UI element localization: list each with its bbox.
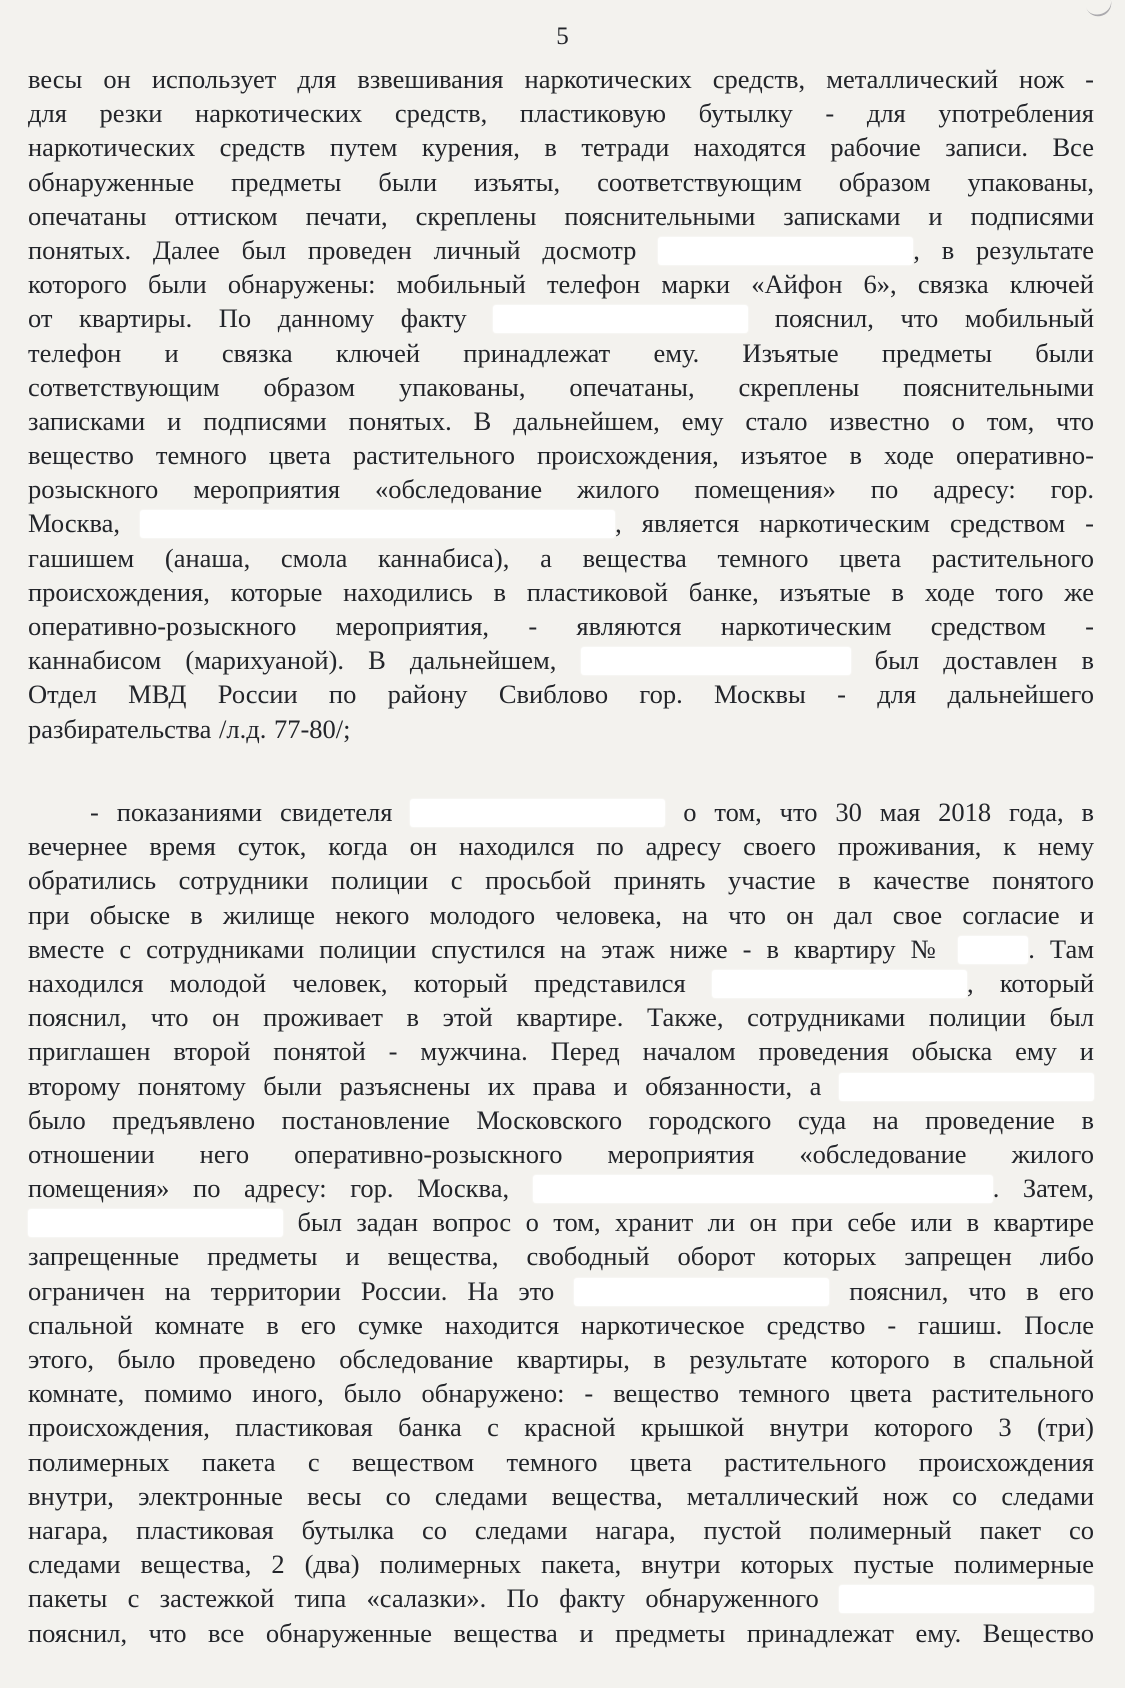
text-segment: о том, что 30 мая 2018 года, в — [683, 797, 1095, 827]
text-segment: ограничен на территории России. На это — [28, 1275, 555, 1306]
text-line: которого были обнаружены: мобильный телефон марки «Айфон 6», связка ключей — [28, 269, 1094, 300]
text-line: приглашен второй понятой - мужчина. Перед началом проведения обыска ему и — [28, 1036, 1094, 1067]
text-line: вещество темного цвета растительного происхождения, изъятое в ходе оперативно- — [28, 440, 1094, 471]
text-line — [28, 1274, 1094, 1308]
text-segment: , который — [966, 967, 1094, 998]
text-segment: пояснил, что в его — [849, 1275, 1094, 1306]
text-line: при обыске в жилище некого молодого человека, на что он дал свое согласие и — [28, 899, 1094, 930]
redaction-box — [574, 1278, 829, 1306]
text-segment: . Там — [1028, 933, 1094, 964]
text-segment: , является наркотическим средством - — [615, 508, 1095, 539]
text-line — [28, 506, 1094, 540]
text-line: наркотических средств путем курения, в тетради находятся рабочие записи. Все — [28, 132, 1094, 163]
text-line — [28, 932, 1094, 966]
text-line: отношении него оперативно-розыскного мероприятия «обследование жилого — [28, 1138, 1094, 1169]
text-line: разбирательства /л.д. 77-80/; — [28, 713, 351, 744]
redaction-box — [712, 970, 967, 998]
text-line: обнаруженные предметы были изъяты, соответствующим образом упакованы, — [28, 166, 1094, 197]
redaction-box — [839, 1585, 1094, 1613]
redaction-box — [410, 799, 665, 827]
text-line: гашишем (анаша, смола каннабиса), а вещества темного цвета растительного — [28, 542, 1094, 573]
paragraph-1 — [28, 62, 1094, 746]
text-line: комнате, помимо иного, было обнаружено: - вещество темного цвета растительного — [28, 1378, 1094, 1409]
redaction-box — [581, 647, 851, 675]
text-line: следами вещества, 2 (два) полимерных пакета, внутри которых пустые полимерные — [28, 1549, 1094, 1580]
text-segment: был доставлен в — [874, 645, 1095, 676]
redaction-box — [839, 1073, 1094, 1101]
text-segment: был задан вопрос о том, хранит ли он при себе или в квартире — [297, 1207, 1095, 1238]
text-line: запрещенные предметы и вещества, свободный оборот которых запрещен либо — [28, 1241, 1094, 1272]
redaction-box — [493, 305, 748, 333]
text-line: весы он использует для взвешивания наркотических средств, металлический нож - — [28, 64, 1094, 94]
text-segment: второму понятому были разъяснены их права и обязанности, а — [28, 1070, 822, 1101]
text-segment: помещения» по адресу: гор. Москва, — [28, 1173, 510, 1204]
text-line: вечернее время суток, когда он находился по адресу своего проживания, к нему — [28, 831, 1094, 862]
redaction-box — [958, 936, 1028, 964]
text-line — [28, 643, 1094, 677]
text-segment: - показаниями свидетеля — [90, 797, 393, 827]
text-line: внутри, электронные весы со следами вещества, металлический нож со следами — [28, 1480, 1094, 1511]
text-line: записками и подписями понятых. В дальнейшем, ему стало известно о том, что — [28, 405, 1094, 436]
text-line — [28, 233, 1094, 267]
text-line — [28, 1171, 1094, 1205]
text-line: Отдел МВД России по району Свиблово гор. Москвы - для дальнейшего — [28, 679, 1094, 710]
text-line: происхождения, пластиковая банка с красной крышкой внутри которого 3 (три) — [28, 1412, 1094, 1443]
text-segment: . Затем, — [992, 1173, 1094, 1204]
text-segment: вместе с сотрудниками полиции спустился на этаж ниже - в квартиру № — [28, 933, 944, 964]
text-line: оперативно-розыскного мероприятия, - являются наркотическим средством - — [28, 611, 1094, 641]
redaction-box — [658, 237, 913, 265]
text-segment: пакеты с застежкой типа «салазки». По факту обнаруженного — [28, 1583, 819, 1614]
text-line — [28, 1069, 1094, 1103]
text-line: телефон и связка ключей принадлежат ему. Изъятые предметы были — [28, 337, 1094, 368]
text-line — [28, 1205, 1094, 1239]
text-line: нагара, пластиковая бутылка со следами нагара, пустой полимерный пакет со — [28, 1514, 1094, 1545]
text-segment: понятых. Далее был проведен личный досмотр — [28, 234, 637, 265]
text-line: сответствующим образом упакованы, опечатаны, скреплены пояснительными — [28, 371, 1094, 402]
text-line: происхождения, которые находились в пластиковой банке, изъятые в ходе того же — [28, 576, 1094, 607]
text-line — [28, 966, 1094, 1000]
text-line: для резки наркотических средств, пластиковую бутылку - для употребления — [28, 98, 1094, 129]
text-line: пояснил, что все обнаруженные вещества и предметы принадлежат ему. Вещество — [28, 1617, 1094, 1648]
text-line: опечатаны оттиском печати, скреплены пояснительными записками и подписями — [28, 200, 1094, 231]
pen-mark — [1085, 0, 1115, 20]
text-segment: от квартиры. По данному факту — [28, 303, 467, 334]
text-segment: пояснил, что мобильный — [774, 303, 1095, 334]
text-line: полимерных пакета с веществом темного цвета растительного происхождения — [28, 1446, 1094, 1477]
text-line: пояснил, что он проживает в этой квартире. Также, сотрудниками полиции был — [28, 1002, 1094, 1033]
text-line: розыскного мероприятия «обследование жилого помещения» по адресу: гор. — [28, 474, 1094, 505]
text-line: этого, было проведено обследование квартиры, в результате которого в спальной — [28, 1344, 1094, 1374]
text-line: обратились сотрудники полиции с просьбой принять участие в качестве понятого — [28, 865, 1094, 896]
redaction-box — [140, 510, 615, 538]
redaction-box — [533, 1175, 993, 1203]
text-segment: каннабисом (марихуаной). В дальнейшем, — [28, 645, 557, 676]
text-segment: находился молодой человек, который представился — [28, 967, 686, 998]
text-segment: , в результате — [913, 234, 1094, 265]
paragraph-2 — [28, 795, 1094, 1650]
text-line — [28, 1581, 1094, 1615]
text-line: было предъявлено постановление Московского городского суда на проведение в — [28, 1104, 1094, 1135]
redaction-box — [28, 1209, 283, 1237]
text-line — [28, 301, 1094, 335]
page-number: 5 — [556, 23, 569, 50]
text-line — [28, 795, 1094, 829]
text-line: спальной комнате в его сумке находится наркотическое средство - гашиш. После — [28, 1309, 1094, 1340]
text-segment: Москва, — [28, 508, 120, 539]
